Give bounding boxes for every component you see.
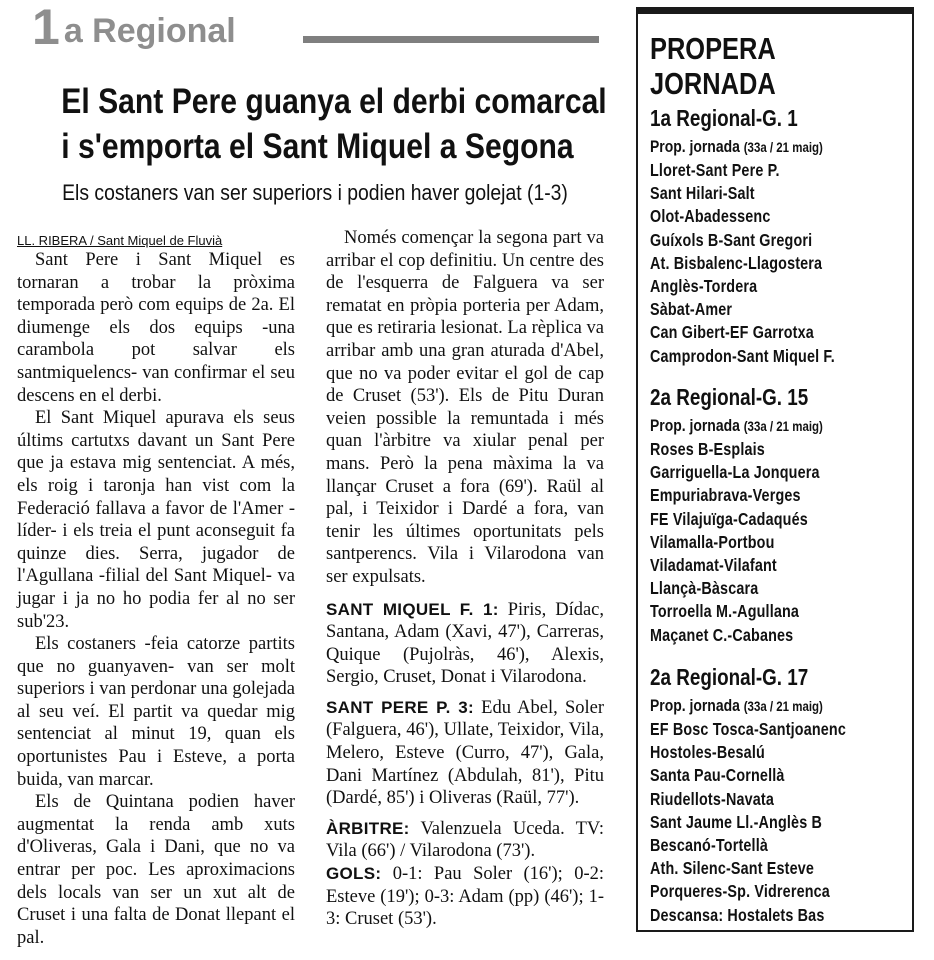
byline: LL. RIBERA / Sant Miquel de Fluvià [17, 233, 223, 248]
lineup-text: Edu Abel, Soler (Falguera, 46'), Ullate, Teixidor, Vila, Melero, Esteve (Curro, 47'), Gala, Dani Martínez (Abdulah, 81'), Pitu (Dardé, 85') i Oliveras (Raül, 77'). [326, 697, 604, 809]
headline-line-2: i s'emporta el Sant Miquel a Segona [61, 127, 574, 166]
fixture-item: EF Bosc Tosca-Santjoanenc [650, 719, 847, 739]
fixture-item: Can Gibert-EF Garrotxa [650, 322, 814, 343]
referee-text: Valenzuela Uceda. TV: Vila (66') / Vilarodona (73'). [326, 818, 605, 862]
fixture-item: Vilamalla-Portbou [650, 531, 775, 552]
section-header [32, 0, 236, 55]
lineup-text: Piris, Dídac, Santana, Adam (Xavi, 47'), Carreras, Quique (Pujolràs, 46'), Alexis, Sergio, Cruset, Donat i Vilarodona. [326, 599, 605, 688]
box-title-line-1: PROPERA [650, 31, 776, 66]
goals [326, 863, 604, 931]
paragraph: Sant Pere i Sant Miquel es tornaran a trobar la pròxima temporada però com equips de 2a. El diumenge els dos equips -una carambola pot salvar els santmiquelencs- van confirmar el seu descens en el derbi. [17, 250, 295, 406]
fixture-item: Garriguella-La Jonquera [650, 462, 820, 483]
fixture-item: Sàbat-Amer [650, 299, 733, 320]
fixture-item: Empuriabrava-Verges [650, 485, 801, 506]
fixture-item: Sant Hilari-Salt [650, 183, 755, 204]
paragraph: Els costaners -feia catorze partits que no guanyaven- van ser molt superiors i van perdonar una golejada al seu veí. El partit va quedar mig sentenciat al minut 19, quan els oportunistes Pau i Esteve, a porta buida, van marcar. [17, 634, 295, 790]
fixture-item: Anglès-Tordera [650, 276, 758, 297]
fixture-item: Viladamat-Vilafant [650, 555, 777, 576]
paragraph: Els de Quintana podien haver augmentat la renda amb xuts d'Oliveras, Gala i Dani, que no va entrar per poc. Les aproximacions dels locals van ser un xut alt de Cruset i una falta de Donat llepant el pal. [17, 792, 295, 948]
headline-line-1: El Sant Pere guanya el derbi comarcal [61, 82, 607, 121]
fixture-item: Torroella M.-Agullana [650, 601, 800, 622]
section-label: a Regional [63, 12, 236, 50]
lineup-sant-pere [326, 697, 604, 810]
fixture-item: Bescanó-Tortellà [650, 835, 768, 856]
fixture-item: Riudellots-Navata [650, 788, 774, 809]
group-title: 2a Regional-G. 17 [650, 664, 809, 690]
goals-text: 0-1: Pau Soler (16'); 0-2: Esteve (19'); 0-3: Adam (pp) (46'); 1-3: Cruset (53'). [326, 864, 604, 930]
lineup-sant-miquel [326, 599, 604, 689]
group-title: 1a Regional-G. 1 [650, 105, 798, 131]
lineup-label: SANT MIQUEL F. 1: [326, 599, 499, 619]
fixture-item: Llançà-Bàscara [650, 578, 759, 599]
group-subtitle: Prop. jornada (33a / 21 maig) [650, 137, 823, 156]
paragraph: Només començar la segona part va arribar el cop definitiu. Un centre des de l'esquerra de Falguera va ser rematat en pròpia porteria per Adam, que es retiraria lesionat. La rèplica va arribar amb una gran aturada d'Abel, que no va poder evitar el gol de cap de Cruset (53'). Els de Pitu Duran veien possible la remuntada i més quan l'àrbitre va xiular penal per mans. Però la pena màxima la va llançar Cruset a fora (69'). Raül al pal, i Teixidor i Dardé a fora, van tenir les últimes oportunitats pels santperencs. Vila i Vilarodona van ser expulsats. [326, 228, 604, 587]
article-column-1 [17, 249, 295, 949]
fixture-group-1 [650, 103, 912, 368]
group-subtitle: Prop. jornada (33a / 21 maig) [650, 416, 823, 435]
section-number: 1 [32, 0, 60, 55]
fixture-item: Porqueres-Sp. Vidrerenca [650, 881, 830, 902]
box-title-line-2: JORNADA [650, 66, 776, 101]
article-column-2 [326, 227, 604, 931]
fixture-item: Sant Jaume Ll.-Anglès B [650, 811, 823, 832]
fixture-item: FE Vilajuïga-Cadaqués [650, 508, 808, 529]
fixture-item: Lloret-Sant Pere P. [650, 160, 780, 180]
paragraph: El Sant Miquel apurava els seus últims cartutxs davant un Sant Pere que ja estava mig sentenciat. A més, els roig i taronja han vist com la Federació fallava a favor de l'Amer -líder- i els treia el punt aconseguit fa quinze dies. Serra, jugador de l'Agullana -filial del Sant Miquel- va jugar i ja no ho podia fer al no ser sub'23. [17, 408, 295, 632]
group-title: 2a Regional-G. 15 [650, 384, 809, 410]
referee [326, 818, 604, 863]
section-rule [303, 36, 599, 43]
fixture-item: Ath. Silenc-Sant Esteve [650, 858, 815, 879]
fixture-item: Camprodon-Sant Miquel F. [650, 345, 835, 366]
group-subtitle: Prop. jornada (33a / 21 maig) [650, 696, 823, 715]
fixture-group-2 [650, 382, 912, 647]
fixture-item: Guíxols B-Sant Gregori [650, 229, 813, 250]
fixture-item: At. Bisbalenc-Llagostera [650, 252, 823, 273]
fixture-item: Olot-Abadessenc [650, 206, 771, 227]
fixture-item: Hostoles-Besalú [650, 742, 765, 763]
fixture-item: Roses B-Esplais [650, 439, 765, 459]
fixture-item: Maçanet C.-Cabanes [650, 624, 794, 645]
goals-label: GOLS: [326, 864, 382, 884]
fixture-item: Santa Pau-Cornellà [650, 765, 785, 786]
next-round-box [636, 7, 914, 932]
fixture-group-3 [650, 662, 912, 927]
referee-label: ÀRBITRE: [326, 818, 410, 838]
fixture-item: Descansa: Hostalets Bas [650, 904, 825, 925]
lineup-label: SANT PERE P. 3: [326, 697, 474, 717]
subheadline: Els costaners van ser superiors i podien haver golejat (1-3) [62, 180, 568, 205]
